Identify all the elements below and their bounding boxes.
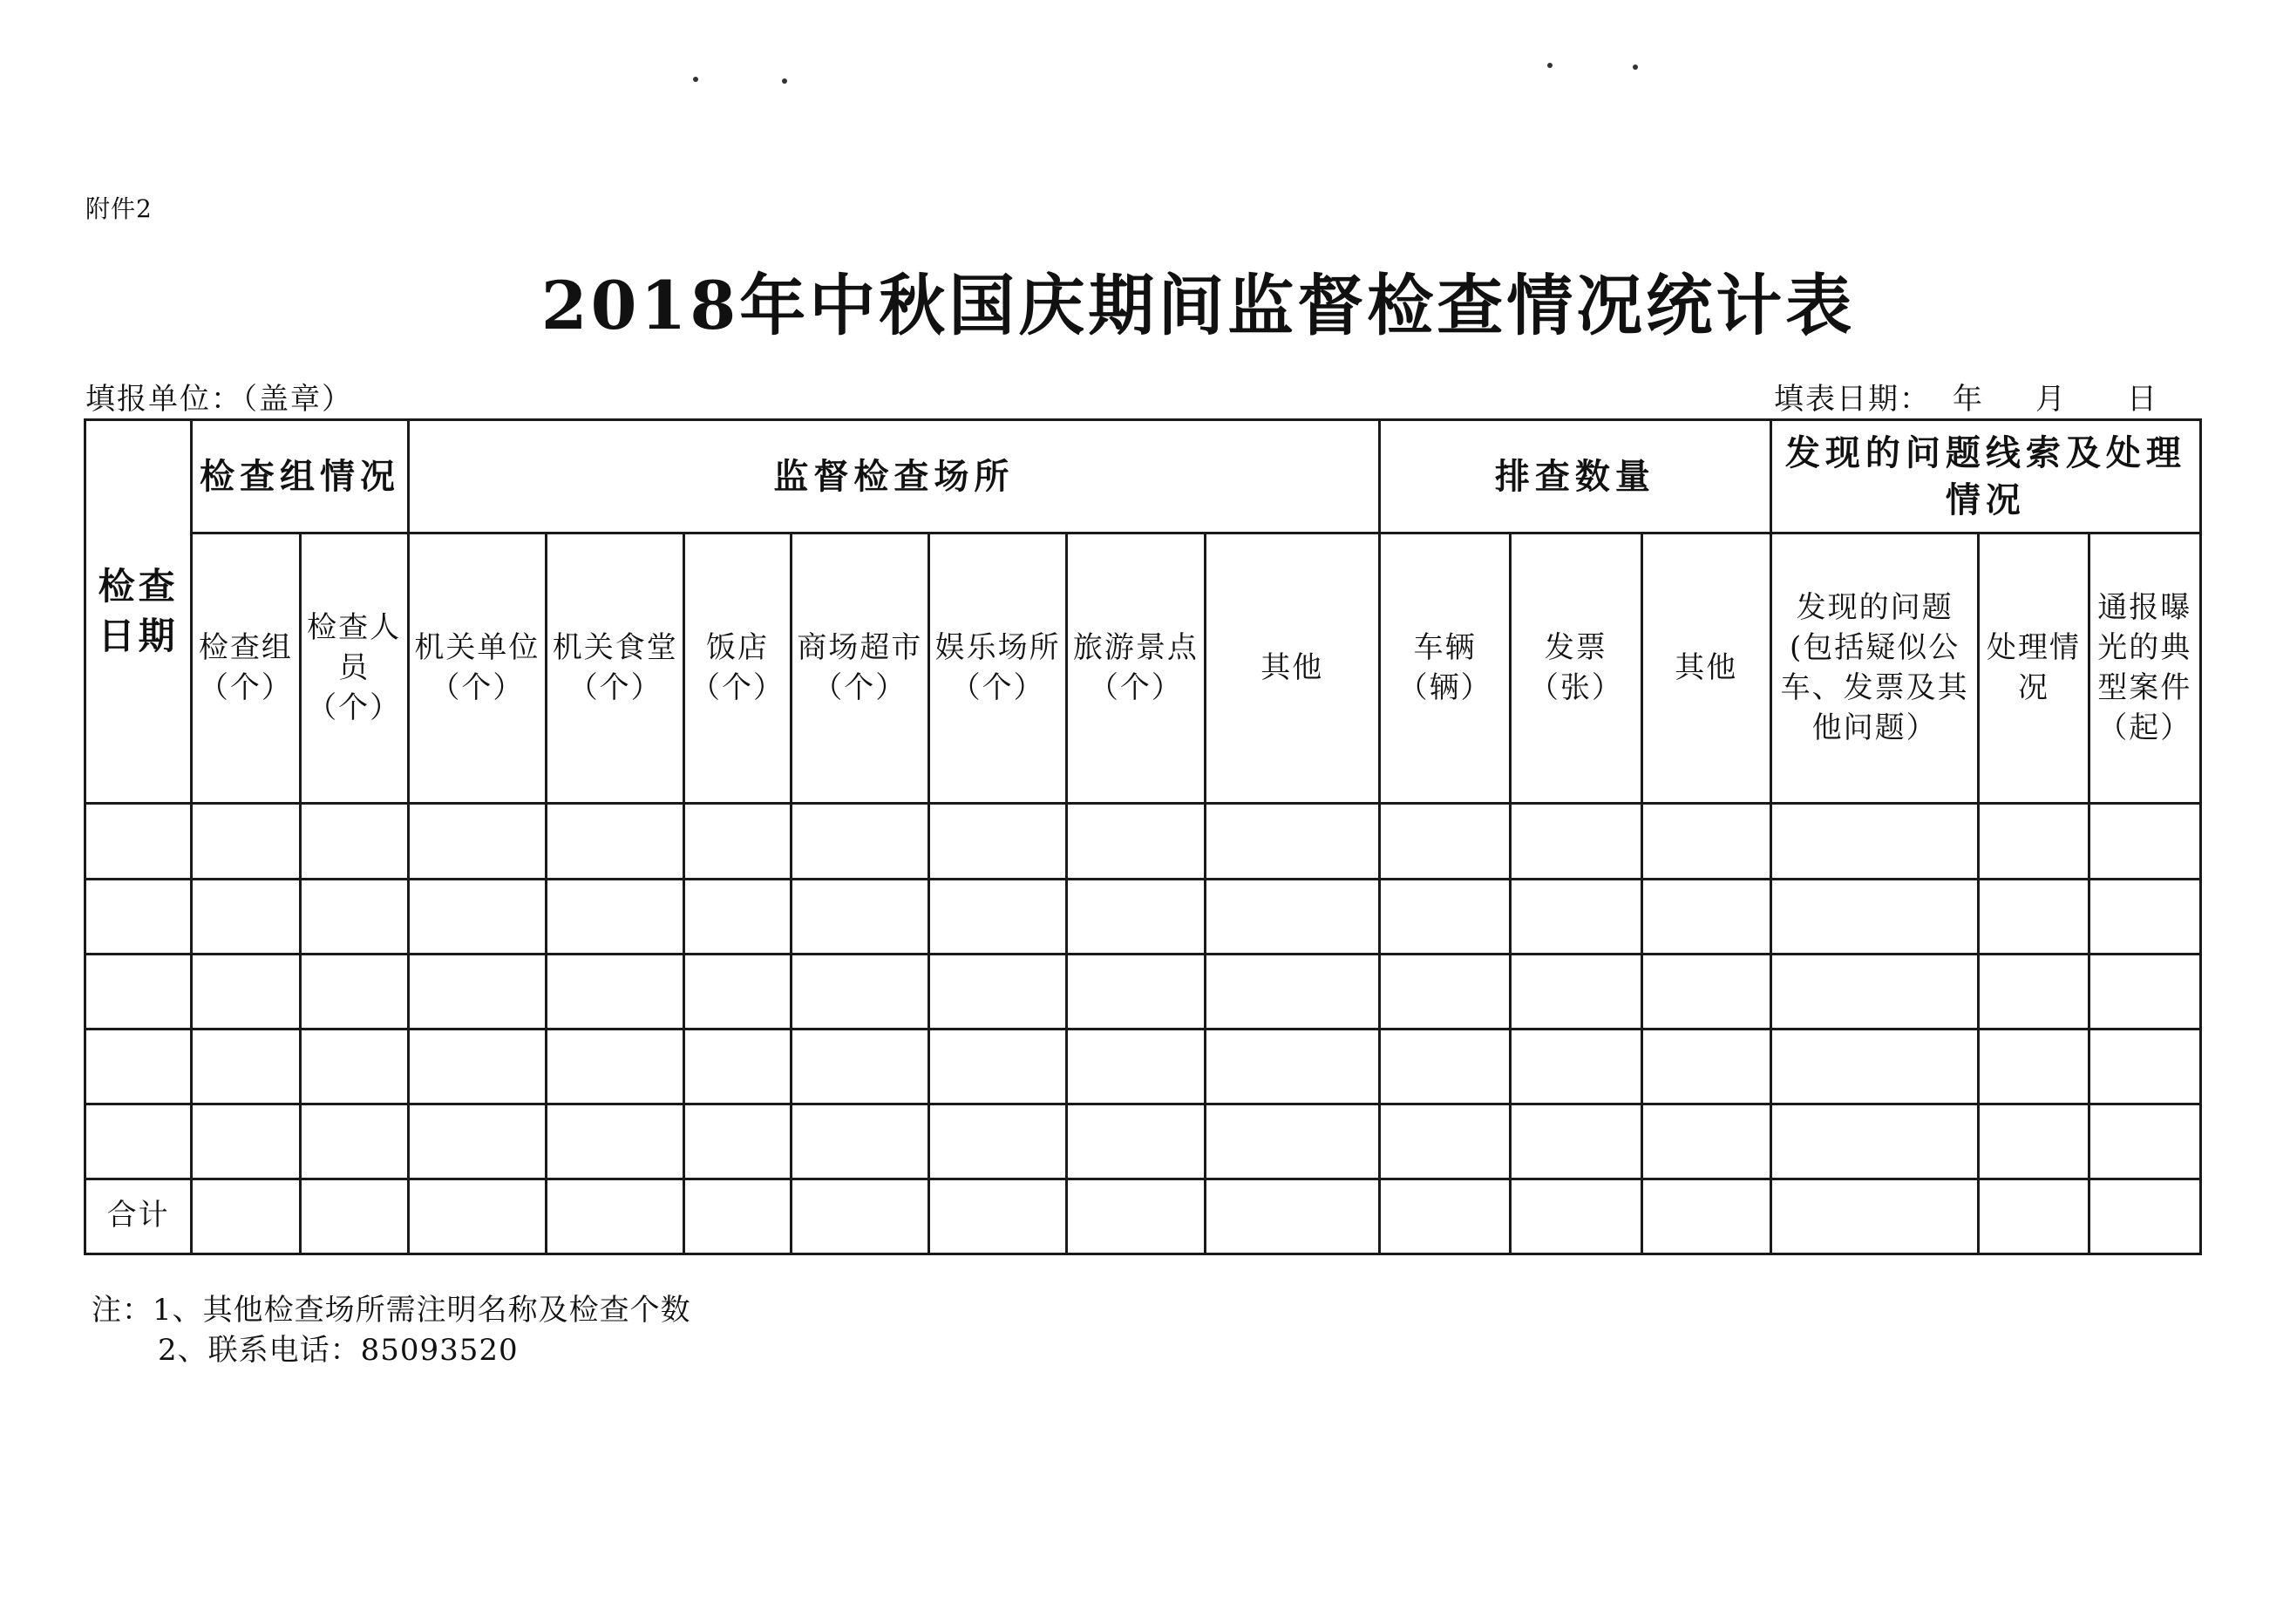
table-cell[interactable]: [85, 1029, 192, 1104]
table-cell[interactable]: [408, 1179, 546, 1254]
table-cell[interactable]: [928, 879, 1066, 954]
table-cell[interactable]: [547, 954, 684, 1029]
table-cell[interactable]: [547, 1104, 684, 1179]
fill-unit-label: 填报单位：（盖章）: [85, 382, 353, 417]
table-cell[interactable]: [1205, 954, 1379, 1029]
statistics-table: [84, 418, 2202, 1255]
col-places-other: 其他: [1205, 533, 1379, 804]
col-cases: 通报曝光的典型案件（起）: [2089, 533, 2200, 804]
fill-date-year: 年: [1953, 382, 1984, 417]
table-cell[interactable]: [300, 1179, 408, 1254]
table-row: [85, 954, 2201, 1029]
col-handling: 处理情况: [1979, 533, 2089, 804]
table-cell[interactable]: [192, 1104, 300, 1179]
table-cell[interactable]: [684, 1179, 791, 1254]
table-cell[interactable]: [928, 1179, 1066, 1254]
col-scenic: 旅游景点（个）: [1067, 533, 1205, 804]
table-cell[interactable]: [791, 1104, 928, 1179]
col-canteens: 机关食堂（个）: [547, 533, 684, 804]
table-cell[interactable]: [2089, 954, 2200, 1029]
table-cell[interactable]: [684, 879, 791, 954]
fill-date: [1774, 375, 2158, 418]
col-vehicles: 车辆（辆）: [1379, 533, 1510, 804]
table-cell[interactable]: [1067, 879, 1205, 954]
col-found-issues: 发现的问题(包括疑似公车、发票及其他问题）: [1770, 533, 1978, 804]
table-cell[interactable]: [1641, 1029, 1770, 1104]
table-cell[interactable]: [192, 1179, 300, 1254]
table-cell[interactable]: [547, 879, 684, 954]
table-cell[interactable]: [1979, 879, 2089, 954]
col-entertainment: 娱乐场所（个）: [928, 533, 1066, 804]
table-cell[interactable]: [1770, 1104, 1978, 1179]
table-cell[interactable]: [2089, 1029, 2200, 1104]
table-cell[interactable]: [1511, 879, 1641, 954]
table-cell[interactable]: [1979, 1029, 2089, 1104]
table-cell[interactable]: [1511, 1104, 1641, 1179]
table-cell[interactable]: [1979, 1179, 2089, 1254]
table-cell[interactable]: [1067, 954, 1205, 1029]
fill-date-day: 日: [2127, 382, 2158, 417]
table-cell[interactable]: [791, 1179, 928, 1254]
table-cell[interactable]: [1770, 1179, 1978, 1254]
table-cell[interactable]: [300, 1029, 408, 1104]
table-cell[interactable]: [1067, 1029, 1205, 1104]
table-cell[interactable]: [408, 1104, 546, 1179]
table-cell[interactable]: [1067, 1179, 1205, 1254]
table-cell[interactable]: [928, 804, 1066, 879]
table-cell[interactable]: [85, 1104, 192, 1179]
table-row: [85, 1104, 2201, 1179]
table-cell[interactable]: [928, 1104, 1066, 1179]
table-cell[interactable]: [1511, 804, 1641, 879]
header-row-groups: [85, 420, 2201, 533]
table-cell[interactable]: [791, 879, 928, 954]
table-cell[interactable]: [791, 804, 928, 879]
header-inspection-group: 检查组情况: [192, 420, 409, 533]
table-cell[interactable]: [192, 804, 300, 879]
table-cell[interactable]: [1379, 1179, 1510, 1254]
table-cell[interactable]: [928, 1029, 1066, 1104]
table-cell[interactable]: [547, 804, 684, 879]
table-cell[interactable]: [1205, 1104, 1379, 1179]
table-cell[interactable]: [85, 879, 192, 954]
table-cell[interactable]: [1979, 954, 2089, 1029]
document-title: 2018年中秋国庆期间监督检查情况统计表: [540, 267, 1856, 344]
table-cell[interactable]: [1511, 1029, 1641, 1104]
annex-label: 附件2: [85, 194, 153, 223]
table-cell[interactable]: [1205, 1179, 1379, 1254]
note-1: 注：1、其他检查场所需注明名称及检查个数: [92, 1293, 691, 1328]
table-cell[interactable]: [2089, 879, 2200, 954]
notes: [92, 1290, 691, 1370]
table-cell[interactable]: [791, 954, 928, 1029]
table-cell[interactable]: [2089, 804, 2200, 879]
header-issues: 发现的问题线索及处理情况: [1770, 420, 2200, 533]
col-malls: 商场超市（个）: [791, 533, 928, 804]
table-cell[interactable]: [1205, 1029, 1379, 1104]
scan-speck: [693, 77, 698, 82]
col-agencies: 机关单位（个）: [408, 533, 546, 804]
table-cell[interactable]: [2089, 1104, 2200, 1179]
fill-date-month: 月: [2035, 382, 2067, 417]
table-cell[interactable]: [1979, 804, 2089, 879]
col-invoices: 发票（张）: [1511, 533, 1641, 804]
col-inspectors: 检查人员（个）: [300, 533, 408, 804]
table-cell[interactable]: [1770, 804, 1978, 879]
table-cell[interactable]: [1770, 954, 1978, 1029]
header-row-columns: [85, 533, 2201, 804]
table-cell[interactable]: [1770, 1029, 1978, 1104]
col-groups-count: 检查组（个）: [192, 533, 300, 804]
table-cell[interactable]: [1379, 804, 1510, 879]
table-cell[interactable]: [684, 1029, 791, 1104]
table-cell[interactable]: [1641, 1179, 1770, 1254]
table-cell[interactable]: [684, 954, 791, 1029]
table-cell[interactable]: [1205, 879, 1379, 954]
total-row: [85, 1179, 2201, 1254]
table-cell[interactable]: [192, 1029, 300, 1104]
table-cell[interactable]: [1979, 1104, 2089, 1179]
table-cell[interactable]: [684, 804, 791, 879]
table-cell[interactable]: [300, 804, 408, 879]
table-cell[interactable]: [300, 1104, 408, 1179]
table-row: [85, 879, 2201, 954]
table-cell[interactable]: [1205, 804, 1379, 879]
table-cell[interactable]: [547, 1179, 684, 1254]
table-cell[interactable]: [192, 954, 300, 1029]
table-cell[interactable]: [408, 954, 546, 1029]
total-label: 合计: [85, 1179, 192, 1254]
table-cell[interactable]: [1511, 1179, 1641, 1254]
table-cell[interactable]: [1379, 1104, 1510, 1179]
col-count-other: 其他: [1641, 533, 1770, 804]
fill-date-label: 填表日期：: [1774, 382, 1931, 417]
table-cell[interactable]: [791, 1029, 928, 1104]
table-cell[interactable]: [1641, 804, 1770, 879]
scan-speck: [782, 78, 787, 84]
table-cell[interactable]: [1641, 1104, 1770, 1179]
table-cell[interactable]: [1379, 954, 1510, 1029]
table-row: [85, 1029, 2201, 1104]
table-cell[interactable]: [408, 804, 546, 879]
table-cell[interactable]: [1067, 804, 1205, 879]
table-cell[interactable]: [2089, 1179, 2200, 1254]
table-cell[interactable]: [85, 804, 192, 879]
table-cell[interactable]: [1641, 954, 1770, 1029]
header-inspection-date: 检查日期: [85, 420, 192, 804]
col-hotels: 饭店（个）: [684, 533, 791, 804]
table-cell[interactable]: [1379, 879, 1510, 954]
scan-speck: [1547, 63, 1553, 68]
table-cell[interactable]: [300, 879, 408, 954]
scan-speck: [1633, 65, 1638, 70]
table-cell[interactable]: [300, 954, 408, 1029]
table-cell[interactable]: [1770, 879, 1978, 954]
table-cell[interactable]: [684, 1104, 791, 1179]
table-cell[interactable]: [547, 1029, 684, 1104]
table-cell[interactable]: [1641, 879, 1770, 954]
table-row: [85, 804, 2201, 879]
table-cell[interactable]: [1067, 1104, 1205, 1179]
table-cell[interactable]: [928, 954, 1066, 1029]
note-2: 2、联系电话：85093520: [158, 1333, 519, 1368]
table-cell[interactable]: [192, 879, 300, 954]
header-check-count: 排查数量: [1379, 420, 1770, 533]
table-cell[interactable]: [85, 954, 192, 1029]
table-cell[interactable]: [1379, 1029, 1510, 1104]
header-places: 监督检查场所: [408, 420, 1379, 533]
table-cell[interactable]: [408, 879, 546, 954]
table-cell[interactable]: [408, 1029, 546, 1104]
table-cell[interactable]: [1511, 954, 1641, 1029]
